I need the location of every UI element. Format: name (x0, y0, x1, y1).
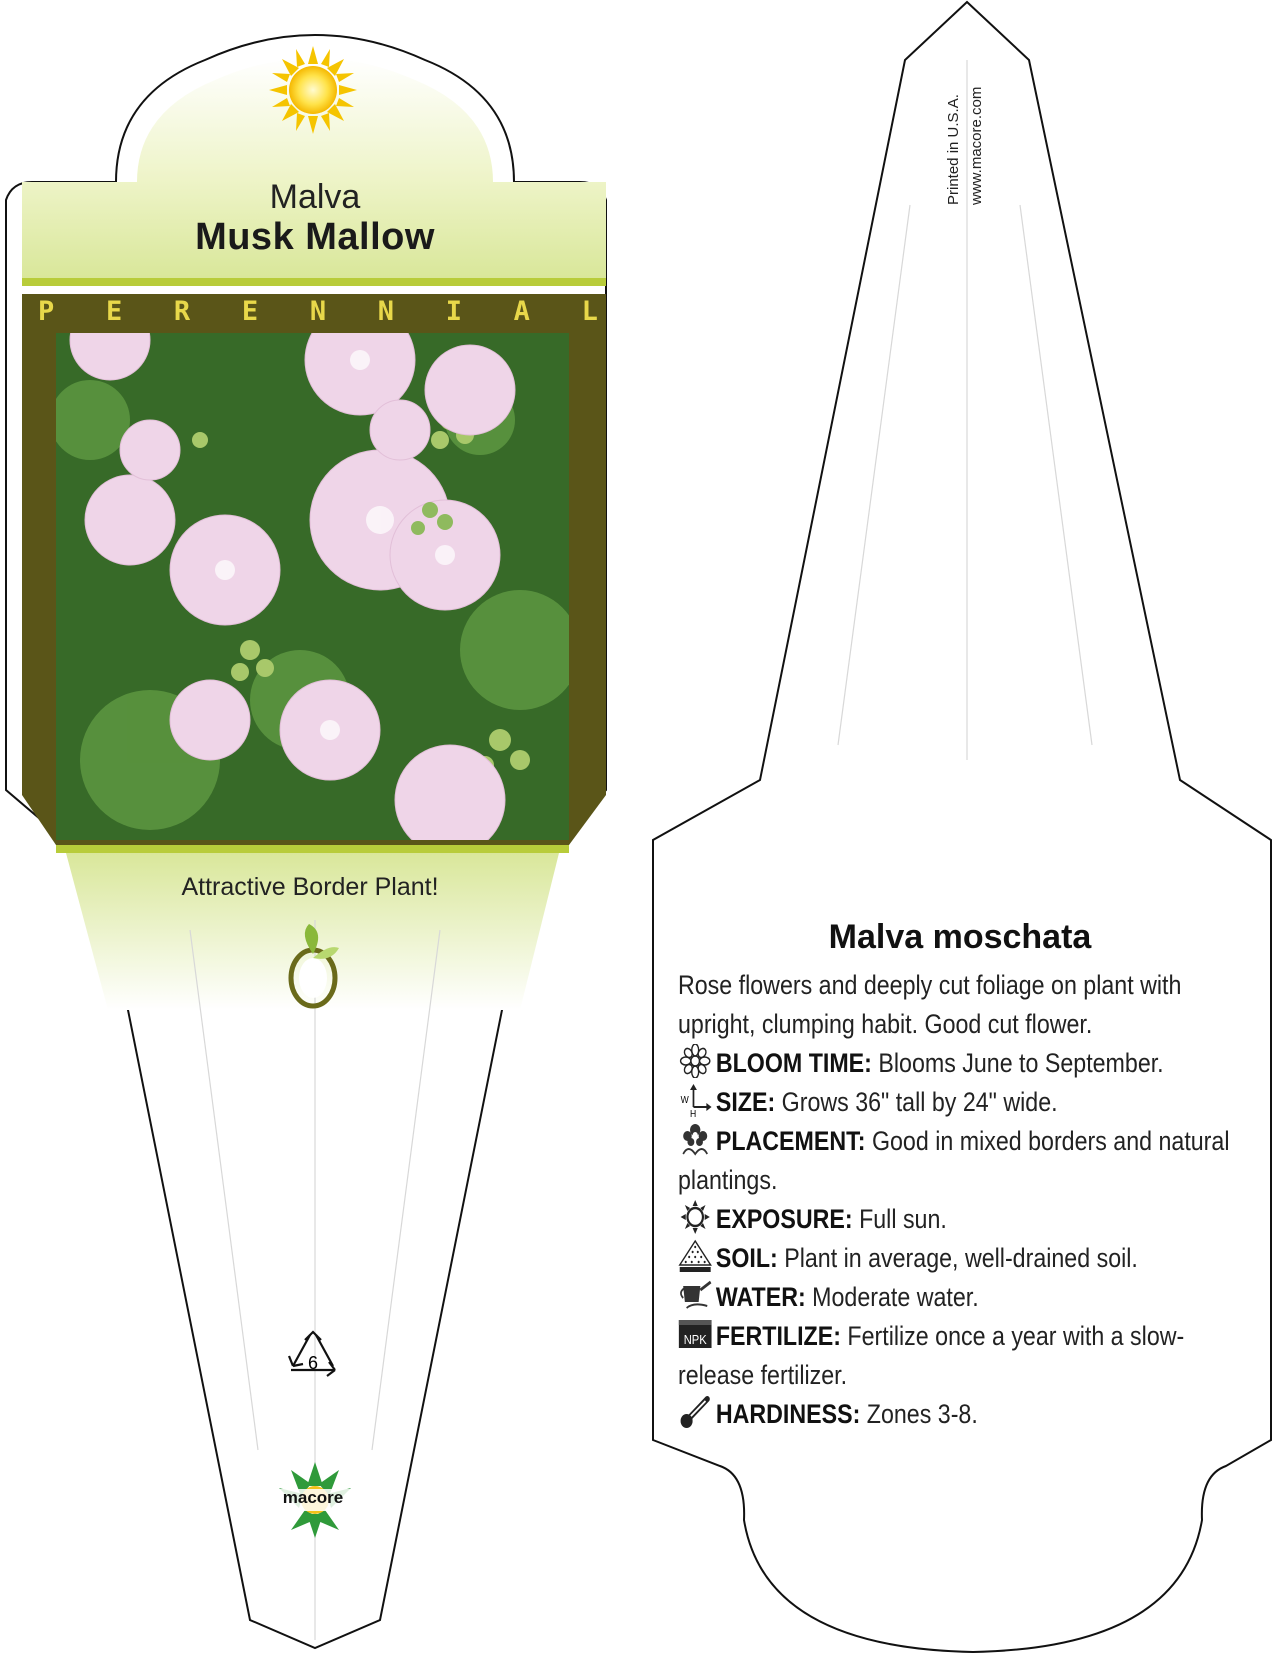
attribute-row (678, 1122, 1237, 1200)
attribute-value: Plant in average, well-drained soil. (784, 1243, 1138, 1273)
attribute-label: BLOOM TIME: (715, 1048, 872, 1078)
category-letter: E (241, 296, 259, 327)
npk-icon (678, 1317, 712, 1351)
category-letter: I (445, 296, 462, 327)
attribute-value: Moderate water. (812, 1282, 979, 1312)
attribute-row (678, 1239, 1237, 1278)
sun-icon (269, 46, 357, 134)
flower-icon (678, 1044, 712, 1078)
soil-icon (678, 1239, 712, 1273)
attribute-label: SIZE: (715, 1087, 776, 1117)
attribute-label: EXPOSURE: (715, 1204, 853, 1234)
plant-photo (50, 300, 580, 855)
attribute-row (678, 1200, 1237, 1239)
attribute-value: Zones 3-8. (866, 1399, 978, 1429)
attribute-label: HARDINESS: (715, 1399, 861, 1429)
watering-can-icon (678, 1278, 712, 1312)
attribute-row (678, 1044, 1237, 1083)
svg-text:NPK: NPK (683, 1332, 707, 1348)
attribute-label: WATER: (715, 1282, 806, 1312)
botanical-name: Malva moschata (828, 918, 1092, 956)
attribute-value: Full sun. (859, 1204, 947, 1234)
header-band (22, 278, 606, 286)
svg-text:H: H (690, 1108, 697, 1117)
attribute-label: SOIL: (715, 1243, 778, 1273)
attribute-row (678, 1083, 1237, 1122)
sun-exposure-icon (678, 1200, 712, 1234)
attribute-row (678, 1278, 1237, 1317)
category-label (38, 296, 598, 327)
attribute-row (678, 1317, 1237, 1395)
category-letter: A (513, 296, 530, 327)
placement-icon (678, 1122, 712, 1156)
recycle-number: 6 (307, 1353, 318, 1373)
category-letter: R (173, 296, 191, 327)
category-letter: L (581, 296, 598, 327)
category-letter: N (377, 296, 395, 327)
brand-name: macore (282, 1488, 344, 1507)
printed-in: Printed in U.S.A. (945, 94, 962, 205)
description: Rose flowers and deeply cut foliage on plant with upright, clumping habit. Good cut flower. (678, 970, 1182, 1039)
attribute-value: Grows 36" tall by 24" wide. (781, 1087, 1058, 1117)
attribute-value: Fertilize once a year with a slow-release fertilizer. (678, 1321, 1185, 1390)
thermometer-icon (678, 1395, 712, 1429)
category-letter: N (309, 296, 327, 327)
genus-name: Malva (269, 178, 361, 216)
attribute-label: FERTILIZE: (715, 1321, 841, 1351)
care-info (678, 966, 1237, 1434)
website: www.macore.com (968, 86, 985, 205)
tagline: Attractive Border Plant! (181, 873, 439, 901)
attribute-value: Blooms June to September. (878, 1048, 1164, 1078)
svg-text:W: W (680, 1094, 689, 1106)
common-name: Musk Mallow (195, 216, 435, 258)
category-letter: E (105, 296, 123, 327)
attribute-label: PLACEMENT: (715, 1126, 866, 1156)
attribute-row (678, 1395, 1237, 1434)
attribute-value: Good in mixed borders and natural plantings. (678, 1126, 1230, 1195)
category-letter: P (38, 296, 55, 327)
size-icon (678, 1083, 712, 1117)
footer-band (56, 845, 569, 853)
